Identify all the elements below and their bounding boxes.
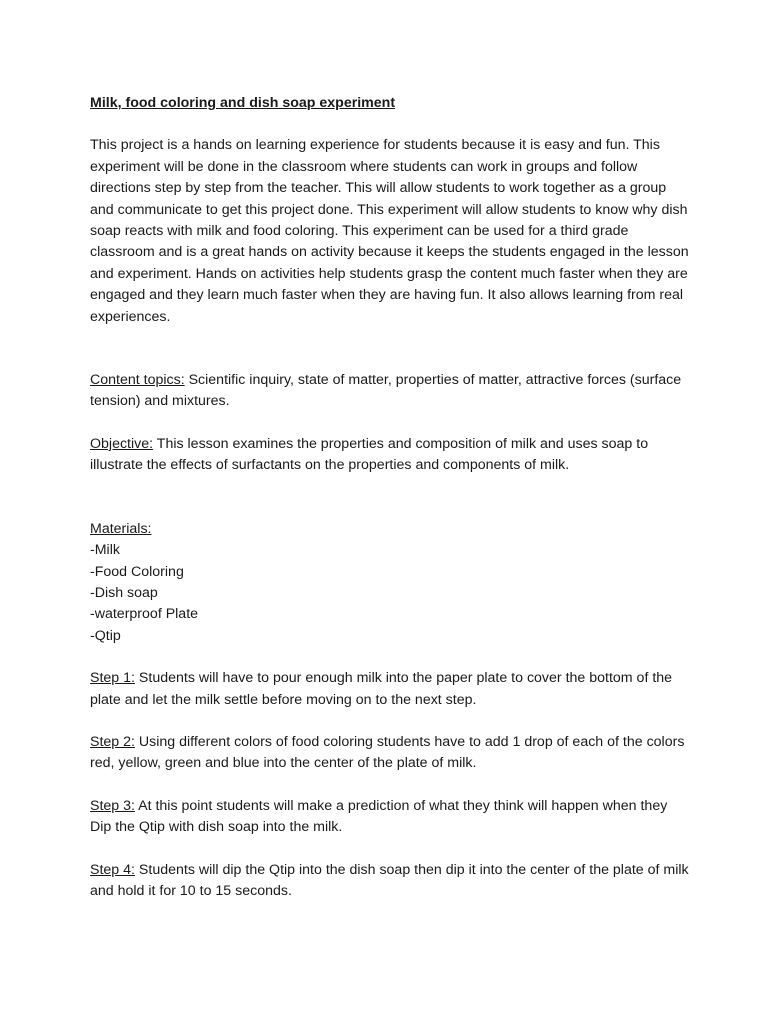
step-text: Students will have to pour enough milk into the paper plate to cover the bottom of the plate and let the milk settle before moving on to the next step. (90, 670, 673, 708)
step-label: Step 1: (90, 670, 135, 687)
material-item: -Qtip (90, 627, 121, 644)
step-label: Step 2: (90, 733, 135, 750)
step-2 (90, 732, 690, 775)
step-label: Step 3: (90, 797, 135, 814)
content-topics-text: Scientific inquiry, state of matter, properties of matter, attractive forces (surface tension) and mixtures. (90, 372, 682, 410)
content-topics-section (90, 370, 690, 413)
step-text: Students will dip the Qtip into the dish soap then dip it into the center of the plate of milk and hold it for 10 to 15 seconds. (90, 861, 689, 899)
material-item: -Dish soap (90, 584, 158, 601)
document-title: Milk, food coloring and dish soap experiment (90, 95, 396, 111)
materials-section (90, 519, 690, 647)
step-text: Using different colors of food coloring students have to add 1 drop of each of the colors red, yellow, green and blue into the center of the plate of milk. (90, 733, 685, 772)
step-label: Step 4: (90, 861, 135, 878)
material-item: -Food Coloring (90, 563, 184, 580)
objective-section (90, 434, 690, 477)
materials-label: Materials: (90, 520, 152, 537)
objective-text: This lesson examines the properties and composition of milk and uses soap to illustrate the effects of surfactants on the properties and components of milk. (90, 435, 649, 474)
step-text: At this point students will make a prediction of what they think will happen when they Dip the Qtip with dish soap into the milk. (90, 797, 668, 836)
material-item: -waterproof Plate (90, 606, 199, 623)
step-1 (90, 668, 690, 711)
step-3 (90, 796, 690, 839)
material-item: -Milk (90, 542, 120, 559)
step-4 (90, 860, 690, 903)
document-page (90, 93, 690, 923)
intro-paragraph: This project is a hands on learning experience for students because it is easy and fun. This experiment will be done in the classroom where students can work in groups and follow directions step by step from the teacher. This will allow students to work together as a group and communicate to get this project done. This experiment will allow students to know why dish soap reacts with milk and food coloring. This experiment can be used for a third grade classroom and is a great hands on activity because it keeps the students engaged in the lesson and experiment. Hands on activities help students grasp the content much faster when they are engaged and they learn much faster when they are having fun. It also allows learning from real experiences. (90, 137, 689, 325)
objective-label: Objective: (90, 435, 154, 452)
content-topics-label: Content topics: (90, 372, 185, 389)
